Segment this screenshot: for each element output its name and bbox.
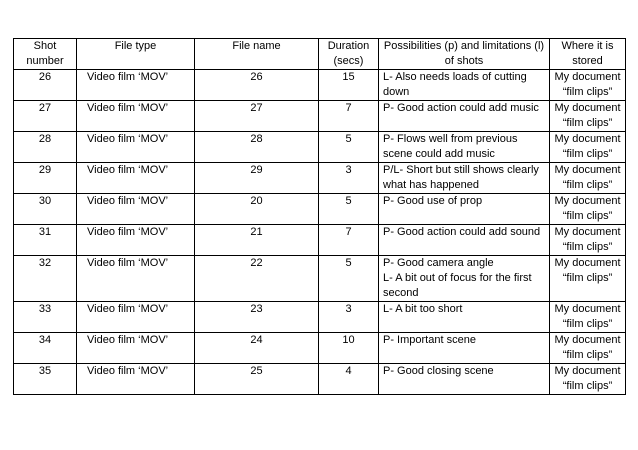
table-row (14, 101, 626, 132)
notes-cell (379, 333, 550, 364)
stored-location-cell (550, 132, 626, 163)
stored-subfolder-line: “film clips” (562, 272, 613, 284)
file-type-cell: Video film ‘MOV’ (77, 194, 195, 225)
stored-subfolder-line: “film clips” (562, 380, 613, 392)
note-line: P- Good closing scene (383, 365, 494, 377)
stored-location-cell (550, 333, 626, 364)
stored-location-cell (550, 163, 626, 194)
stored-location-cell (550, 302, 626, 333)
notes-cell (379, 256, 550, 302)
shot-number-cell: 26 (14, 70, 77, 101)
stored-folder-line: My document (554, 226, 621, 238)
notes-cell (379, 364, 550, 395)
file-name-cell: 26 (195, 70, 319, 101)
duration-cell: 4 (319, 364, 379, 395)
file-name-cell: 23 (195, 302, 319, 333)
file-name-cell: 25 (195, 364, 319, 395)
table-body (14, 70, 626, 395)
stored-subfolder-line: “film clips” (562, 117, 613, 129)
file-type-cell: Video film ‘MOV’ (77, 163, 195, 194)
shot-number-cell: 29 (14, 163, 77, 194)
file-name-cell: 20 (195, 194, 319, 225)
header-file-type: File type (77, 39, 195, 70)
stored-folder-line: My document (554, 71, 621, 83)
stored-subfolder-line: “film clips” (562, 179, 613, 191)
notes-cell (379, 302, 550, 333)
header-duration: Duration (secs) (319, 39, 379, 70)
file-type-cell: Video film ‘MOV’ (77, 302, 195, 333)
file-type-cell: Video film ‘MOV’ (77, 101, 195, 132)
notes-cell (379, 163, 550, 194)
note-line: P- Flows well from previous scene could add music (383, 133, 518, 160)
table-row (14, 256, 626, 302)
table-row (14, 194, 626, 225)
duration-cell: 5 (319, 256, 379, 302)
file-type-cell: Video film ‘MOV’ (77, 132, 195, 163)
note-line: L- A bit too short (383, 303, 463, 315)
stored-location-cell (550, 194, 626, 225)
shot-number-cell: 33 (14, 302, 77, 333)
stored-folder-line: My document (554, 257, 621, 269)
file-name-cell: 29 (195, 163, 319, 194)
shot-number-cell: 32 (14, 256, 77, 302)
stored-location-cell (550, 256, 626, 302)
stored-location-cell (550, 364, 626, 395)
duration-cell: 3 (319, 302, 379, 333)
table-row (14, 70, 626, 101)
header-row (14, 39, 626, 70)
header-possibilities-limitations: Possibilities (p) and limitations (l) of shots (379, 39, 550, 70)
note-line: P- Good use of prop (383, 195, 483, 207)
shot-number-cell: 28 (14, 132, 77, 163)
duration-cell: 3 (319, 163, 379, 194)
file-name-cell: 21 (195, 225, 319, 256)
header-file-name: File name (195, 39, 319, 70)
notes-cell (379, 194, 550, 225)
file-name-cell: 24 (195, 333, 319, 364)
file-type-cell: Video film ‘MOV’ (77, 333, 195, 364)
stored-location-cell (550, 225, 626, 256)
notes-cell (379, 70, 550, 101)
stored-location-cell (550, 101, 626, 132)
stored-folder-line: My document (554, 195, 621, 207)
stored-folder-line: My document (554, 365, 621, 377)
shot-number-cell: 30 (14, 194, 77, 225)
stored-location-cell (550, 70, 626, 101)
duration-cell: 7 (319, 225, 379, 256)
shot-number-cell: 27 (14, 101, 77, 132)
file-type-cell: Video film ‘MOV’ (77, 364, 195, 395)
table-row (14, 333, 626, 364)
file-name-cell: 28 (195, 132, 319, 163)
notes-cell (379, 225, 550, 256)
stored-folder-line: My document (554, 164, 621, 176)
note-line: L- A bit out of focus for the first second (383, 272, 532, 299)
duration-cell: 10 (319, 333, 379, 364)
table-row (14, 364, 626, 395)
file-name-cell: 22 (195, 256, 319, 302)
stored-folder-line: My document (554, 102, 621, 114)
duration-cell: 7 (319, 101, 379, 132)
note-line: P- Good action could add music (383, 102, 539, 114)
file-type-cell: Video film ‘MOV’ (77, 225, 195, 256)
stored-folder-line: My document (554, 133, 621, 145)
stored-folder-line: My document (554, 334, 621, 346)
stored-subfolder-line: “film clips” (562, 241, 613, 253)
table-row (14, 302, 626, 333)
shot-number-cell: 35 (14, 364, 77, 395)
note-line: P- Good action could add sound (383, 226, 541, 238)
stored-subfolder-line: “film clips” (562, 210, 613, 222)
shot-log-table (13, 38, 626, 395)
note-line: P- Good camera angle (383, 257, 494, 269)
notes-cell (379, 132, 550, 163)
note-line: L- Also needs loads of cutting down (383, 71, 527, 98)
header-shot-number: Shot number (14, 39, 77, 70)
duration-cell: 5 (319, 132, 379, 163)
file-type-cell: Video film ‘MOV’ (77, 256, 195, 302)
file-type-cell: Video film ‘MOV’ (77, 70, 195, 101)
stored-folder-line: My document (554, 303, 621, 315)
note-line: P/L- Short but still shows clearly what has happened (383, 164, 539, 191)
table-row (14, 225, 626, 256)
table-row (14, 163, 626, 194)
stored-subfolder-line: “film clips” (562, 86, 613, 98)
stored-subfolder-line: “film clips” (562, 318, 613, 330)
stored-subfolder-line: “film clips” (562, 349, 613, 361)
note-line: P- Important scene (383, 334, 476, 346)
duration-cell: 5 (319, 194, 379, 225)
file-name-cell: 27 (195, 101, 319, 132)
header-where-stored: Where it is stored (550, 39, 626, 70)
notes-cell (379, 101, 550, 132)
stored-subfolder-line: “film clips” (562, 148, 613, 160)
duration-cell: 15 (319, 70, 379, 101)
shot-number-cell: 34 (14, 333, 77, 364)
shot-number-cell: 31 (14, 225, 77, 256)
table-row (14, 132, 626, 163)
